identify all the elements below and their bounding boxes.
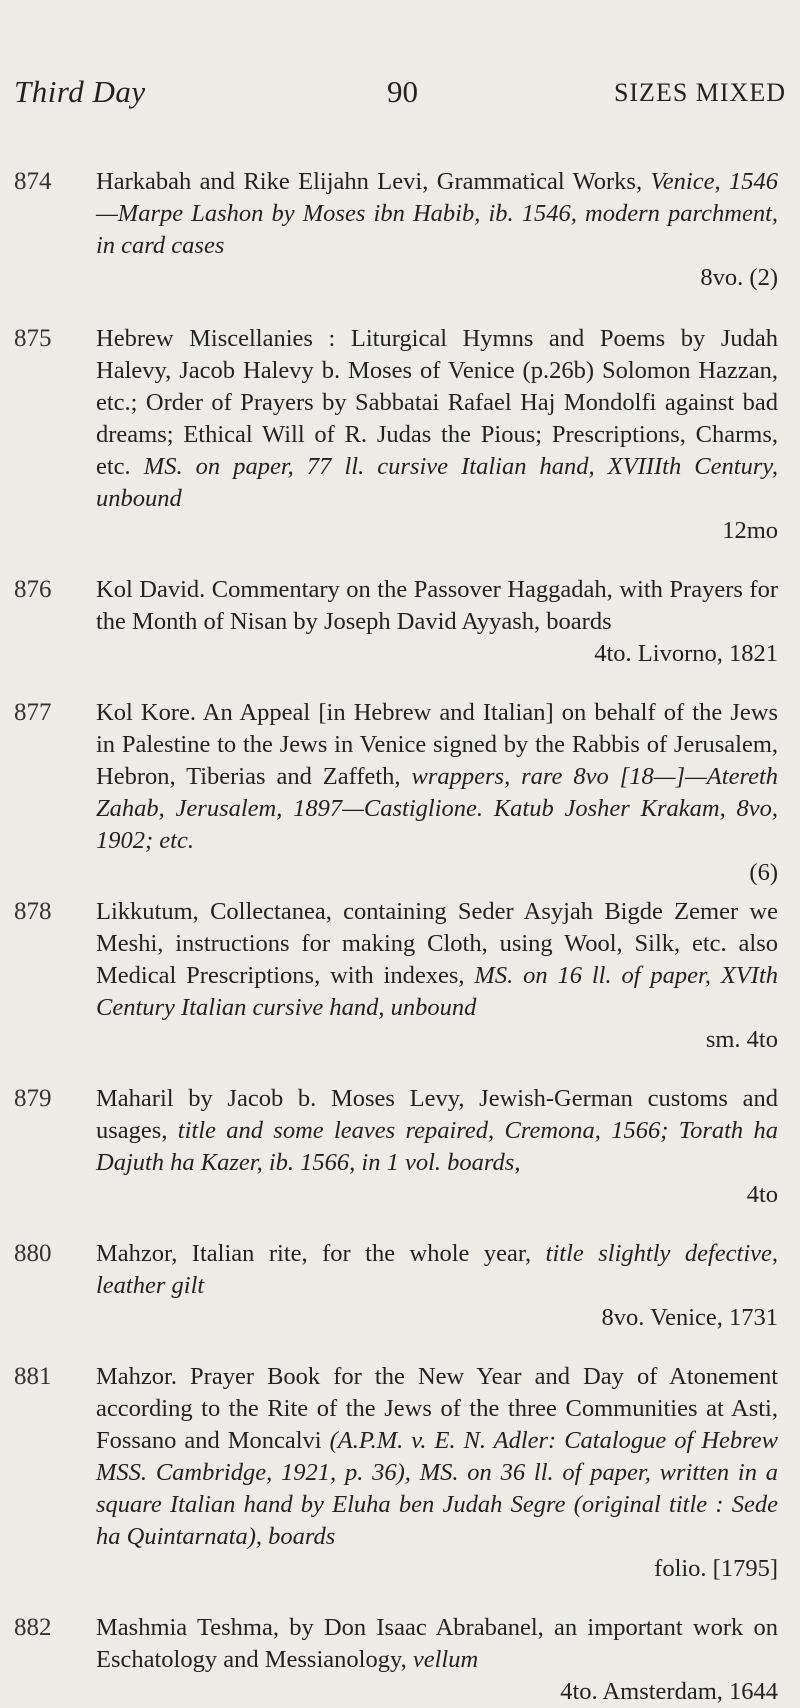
catalogue-entries — [14, 166, 778, 1708]
header-day: Third Day — [14, 74, 146, 109]
lot-number: 880 — [14, 1240, 52, 1267]
lot-number: 881 — [14, 1363, 52, 1390]
lot-description — [96, 166, 778, 262]
lot-description — [96, 574, 778, 638]
lot-description — [96, 323, 778, 515]
lot-format: 8vo. Venice, 1731 — [601, 1304, 778, 1331]
lot-italic: vellum — [412, 1646, 479, 1673]
lot-text: Mashmia Teshma, by Don Isaac Abrabanel, an important work on Eschatology and Messianology, — [96, 1614, 778, 1673]
lot-format: 4to — [746, 1181, 778, 1208]
lot-format: 4to. Livorno, 1821 — [594, 640, 778, 667]
catalogue-entry — [14, 1083, 778, 1211]
lot-italic: title slightly defective, leather gilt — [96, 1240, 779, 1299]
lot-description — [96, 896, 778, 1024]
lot-format: 12mo — [722, 517, 778, 544]
lot-text: Harkabah and Rike Elijahn Levi, Grammatical Works, — [96, 168, 643, 195]
lot-text: Kol David. Commentary on the Passover Haggadah, with Prayers for the Month of Nisan by Joseph David Ayyash, boards — [96, 576, 778, 635]
catalogue-entry — [14, 1612, 778, 1708]
lot-text: Likkutum, Collectanea, containing Seder Asyjah Bigde Zemer we Meshi, instructions for making Cloth, using Wool, Silk, etc. also Medical Prescriptions, with indexes, — [96, 898, 778, 989]
lot-italic: title and some leaves repaired, Cremona, 1566; Torath ha Dajuth ha Kazer, ib. 1566, in 1 vol. boards, — [96, 1117, 778, 1176]
lot-description — [96, 1083, 778, 1179]
lot-text: Maharil by Jacob b. Moses Levy, Jewish-German customs and usages, — [96, 1085, 778, 1144]
page-number: 90 — [387, 74, 418, 109]
catalogue-entry — [14, 1361, 778, 1585]
catalogue-entry — [14, 896, 778, 1056]
catalogue-entry — [14, 574, 778, 670]
lot-format: folio. [1795] — [654, 1555, 778, 1582]
lot-italic: wrappers, rare 8vo [18—]—Atereth Zahab, Jerusalem, 1897—Castiglione. Katub Josher Krakam, 8vo, 1902; etc. — [96, 763, 779, 854]
lot-text: Mahzor. Prayer Book for the New Year and Day of Atonement according to the Rite of the Jews of the three Communities at Asti, Fossano and Moncalvi — [96, 1363, 778, 1454]
lot-italic: Venice, 1546—Marpe Lashon by Moses ibn Habib, ib. 1546, modern parchment, in card cases — [96, 168, 779, 259]
lot-number: 874 — [14, 168, 52, 195]
lot-description — [96, 1238, 778, 1302]
lot-format: 4to. Amsterdam, 1644 — [560, 1678, 778, 1705]
catalogue-entry — [14, 697, 778, 889]
lot-number: 879 — [14, 1085, 52, 1112]
lot-description — [96, 697, 778, 857]
lot-italic: MS. on paper, 77 ll. cursive Italian hand, XVIIIth Century, unbound — [96, 453, 779, 512]
lot-number: 876 — [14, 576, 52, 603]
lot-description — [96, 1361, 778, 1553]
lot-description — [96, 1612, 778, 1676]
catalogue-entry — [14, 323, 778, 547]
header-section: SIZES MIXED — [613, 78, 786, 107]
lot-text: Kol Kore. An Appeal [in Hebrew and Italian] on behalf of the Jews in Palestine to the Jews in Venice signed by the Rabbis of Jerusalem, Hebron, Tiberias and Zaffeth, — [96, 699, 778, 790]
lot-text: Hebrew Miscellanies : Liturgical Hymns and Poems by Judah Halevy, Jacob Halevy b. Moses of Venice (p.26b) Solomon Hazzan, etc.; Order of Prayers by Sabbatai Rafael Haj Mondolfi against bad dreams; Ethical Will of R. Judas the Pious; Prescriptions, Charms, etc. — [96, 325, 778, 480]
lot-number: 875 — [14, 325, 52, 352]
lot-number: 877 — [14, 699, 52, 726]
catalogue-entry — [14, 1238, 778, 1334]
lot-number: 882 — [14, 1614, 52, 1641]
catalogue-entry — [14, 166, 778, 294]
lot-text: Mahzor, Italian rite, for the whole year, — [96, 1240, 532, 1267]
lot-italic: MS. on 16 ll. of paper, XVIth Century Italian cursive hand, unbound — [96, 962, 779, 1021]
lot-number: 878 — [14, 898, 52, 925]
lot-format: (6) — [749, 859, 778, 886]
lot-format: 8vo. (2) — [700, 264, 778, 291]
lot-format: sm. 4to — [705, 1026, 778, 1053]
running-header — [14, 74, 786, 124]
lot-italic: (A.P.M. v. E. N. Adler: Catalogue of Hebrew MSS. Cambridge, 1921, p. 36), MS. on 36 ll. of paper, written in a square Italian hand by Eluha ben Judah Segre (original title : Sede ha Quintarnata), boards — [96, 1427, 778, 1550]
